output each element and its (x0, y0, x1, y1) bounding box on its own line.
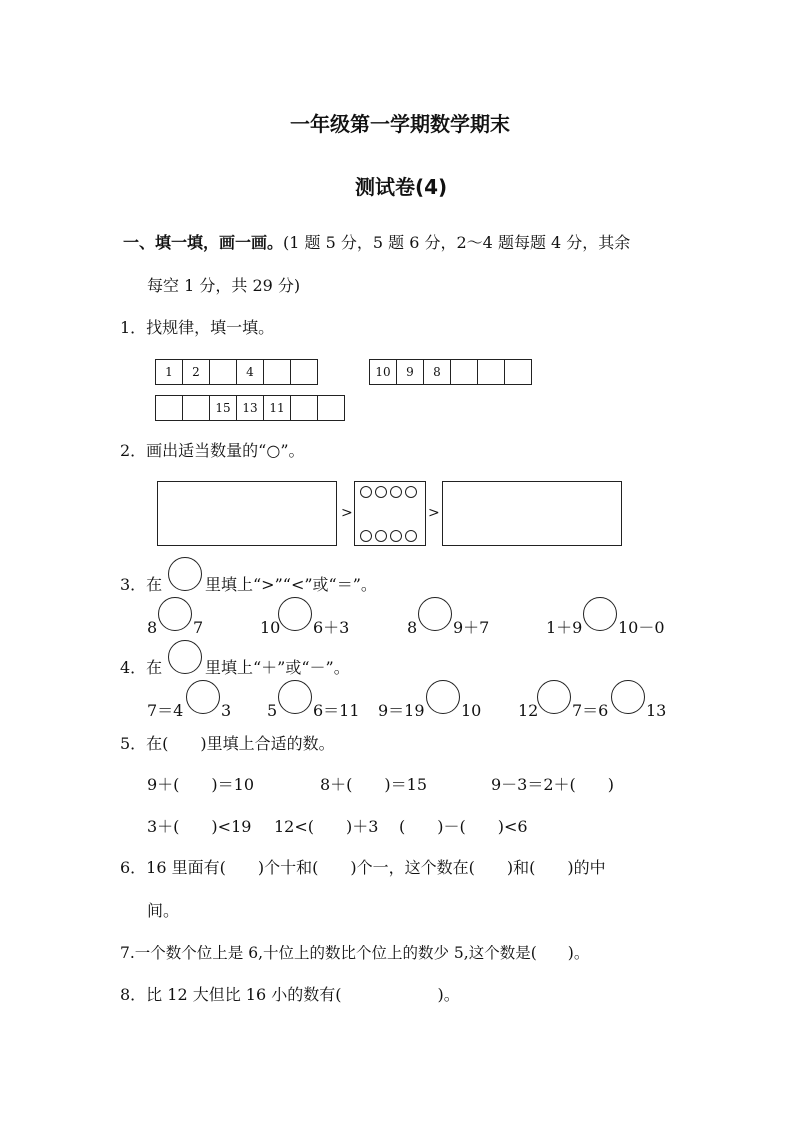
sequence-cell: 1 (155, 359, 183, 385)
circle-icon (375, 530, 387, 542)
greater-than-sign-1: > (341, 505, 353, 521)
section-heading (123, 233, 630, 253)
q5-line2-item-3[interactable]: ( )－( )<6 (399, 817, 528, 836)
question-6-line2: 间。 (147, 901, 180, 920)
question-1-text: 1．找规律，填一填。 (120, 318, 275, 337)
circle-icon (405, 486, 417, 498)
q4-item-4-right: 13 (646, 701, 667, 720)
question-7-text: 7.一个数个位上是 6,十位上的数比个位上的数少 5,这个数是( )。 (120, 944, 590, 962)
sequence-cell: 13 (236, 395, 264, 421)
question-3-text-a: 3．在 (120, 575, 163, 594)
draw-box-left[interactable] (157, 481, 337, 546)
circle-icon (375, 486, 387, 498)
q3-item-2-right: 6＋3 (313, 618, 350, 637)
sequence-cell: 15 (209, 395, 237, 421)
circle-icon (360, 486, 372, 498)
answer-circle[interactable] (278, 597, 312, 631)
q3-item-1-left: 8 (147, 618, 158, 637)
circle-icon (405, 530, 417, 542)
section-heading-title: 一、填一填，画一画。 (123, 233, 284, 252)
answer-circle[interactable] (583, 597, 617, 631)
q5-line2-item-1[interactable]: 3＋( )<19 (147, 817, 252, 836)
instruction-circle-icon (168, 640, 202, 674)
sequence-cell: 10 (369, 359, 397, 385)
q5-line2-item-2[interactable]: 12<( )＋3 (274, 817, 379, 836)
answer-circle[interactable] (418, 597, 452, 631)
sequence-cell-blank[interactable] (504, 359, 532, 385)
sequence-cell: 8 (423, 359, 451, 385)
sequence-cell-blank[interactable] (155, 395, 183, 421)
sequence-row-1b (369, 359, 532, 385)
answer-circle[interactable] (426, 680, 460, 714)
q4-item-3-right: 10 (461, 701, 482, 720)
sequence-cell: 11 (263, 395, 291, 421)
q5-line1-item-1[interactable]: 9＋( )＝10 (147, 775, 255, 794)
question-8-text: 8．比 12 大但比 16 小的数有( )。 (120, 985, 460, 1004)
sequence-cell: 2 (182, 359, 210, 385)
question-5-text: 5．在( )里填上合适的数。 (120, 734, 335, 753)
circle-icon (390, 530, 402, 542)
question-3-text-b: 里填上“>”“<”或“＝”。 (205, 575, 377, 594)
circle-box-middle (354, 481, 426, 546)
question-6-line1: 6．16 里面有( )个十和( )个一，这个数在( )和( )的中 (120, 858, 606, 877)
question-2-text: 2．画出适当数量的“○”。 (120, 441, 305, 460)
sequence-row-1a (155, 359, 318, 385)
circle-icon (390, 486, 402, 498)
sequence-cell-blank[interactable] (450, 359, 478, 385)
answer-circle[interactable] (278, 680, 312, 714)
q5-line1-item-3[interactable]: 9－3＝2＋( ) (491, 775, 615, 794)
answer-circle[interactable] (158, 597, 192, 631)
answer-circle[interactable] (186, 680, 220, 714)
sequence-cell: 9 (396, 359, 424, 385)
draw-box-right[interactable] (442, 481, 622, 546)
question-4-text-b: 里填上“＋”或“－”。 (205, 658, 350, 677)
q4-item-1-right: 3 (221, 701, 232, 720)
q4-item-1-left: 7＝4 (147, 701, 184, 720)
circle-icon (360, 530, 372, 542)
sequence-cell-blank[interactable] (182, 395, 210, 421)
question-4-text-a: 4．在 (120, 658, 163, 677)
q3-item-2-left: 10 (260, 618, 281, 637)
page-title: 一年级第一学期数学期末 (290, 112, 510, 136)
q3-item-1-right: 7 (193, 618, 204, 637)
q4-item-4-mid: 7＝6 (572, 701, 609, 720)
greater-than-sign-2: > (428, 505, 440, 521)
sequence-cell-blank[interactable] (290, 359, 318, 385)
section-heading-note-line2: 每空 1 分，共 29 分) (147, 276, 301, 295)
q5-line1-item-2[interactable]: 8＋( )＝15 (320, 775, 428, 794)
faint-artifact (158, 341, 288, 346)
sequence-cell: 4 (236, 359, 264, 385)
section-heading-note: (1 题 5 分，5 题 6 分，2～4 题每题 4 分，其余 (283, 233, 631, 252)
q3-item-4-right: 10－0 (618, 618, 665, 637)
q3-item-3-right: 9＋7 (453, 618, 490, 637)
q4-item-4-left: 12 (518, 701, 539, 720)
q4-item-2-left: 5 (267, 701, 278, 720)
q4-item-3-left: 9＝19 (378, 701, 425, 720)
page-subtitle: 测试卷(4) (355, 175, 448, 199)
sequence-row-2 (155, 395, 345, 421)
q3-item-4-left: 1＋9 (546, 618, 583, 637)
q4-item-2-right: 6＝11 (313, 701, 360, 720)
answer-circle[interactable] (537, 680, 571, 714)
q3-item-3-left: 8 (407, 618, 418, 637)
sequence-cell-blank[interactable] (290, 395, 318, 421)
sequence-cell-blank[interactable] (477, 359, 505, 385)
sequence-cell-blank[interactable] (263, 359, 291, 385)
answer-circle[interactable] (611, 680, 645, 714)
instruction-circle-icon (168, 557, 202, 591)
sequence-cell-blank[interactable] (317, 395, 345, 421)
sequence-cell-blank[interactable] (209, 359, 237, 385)
